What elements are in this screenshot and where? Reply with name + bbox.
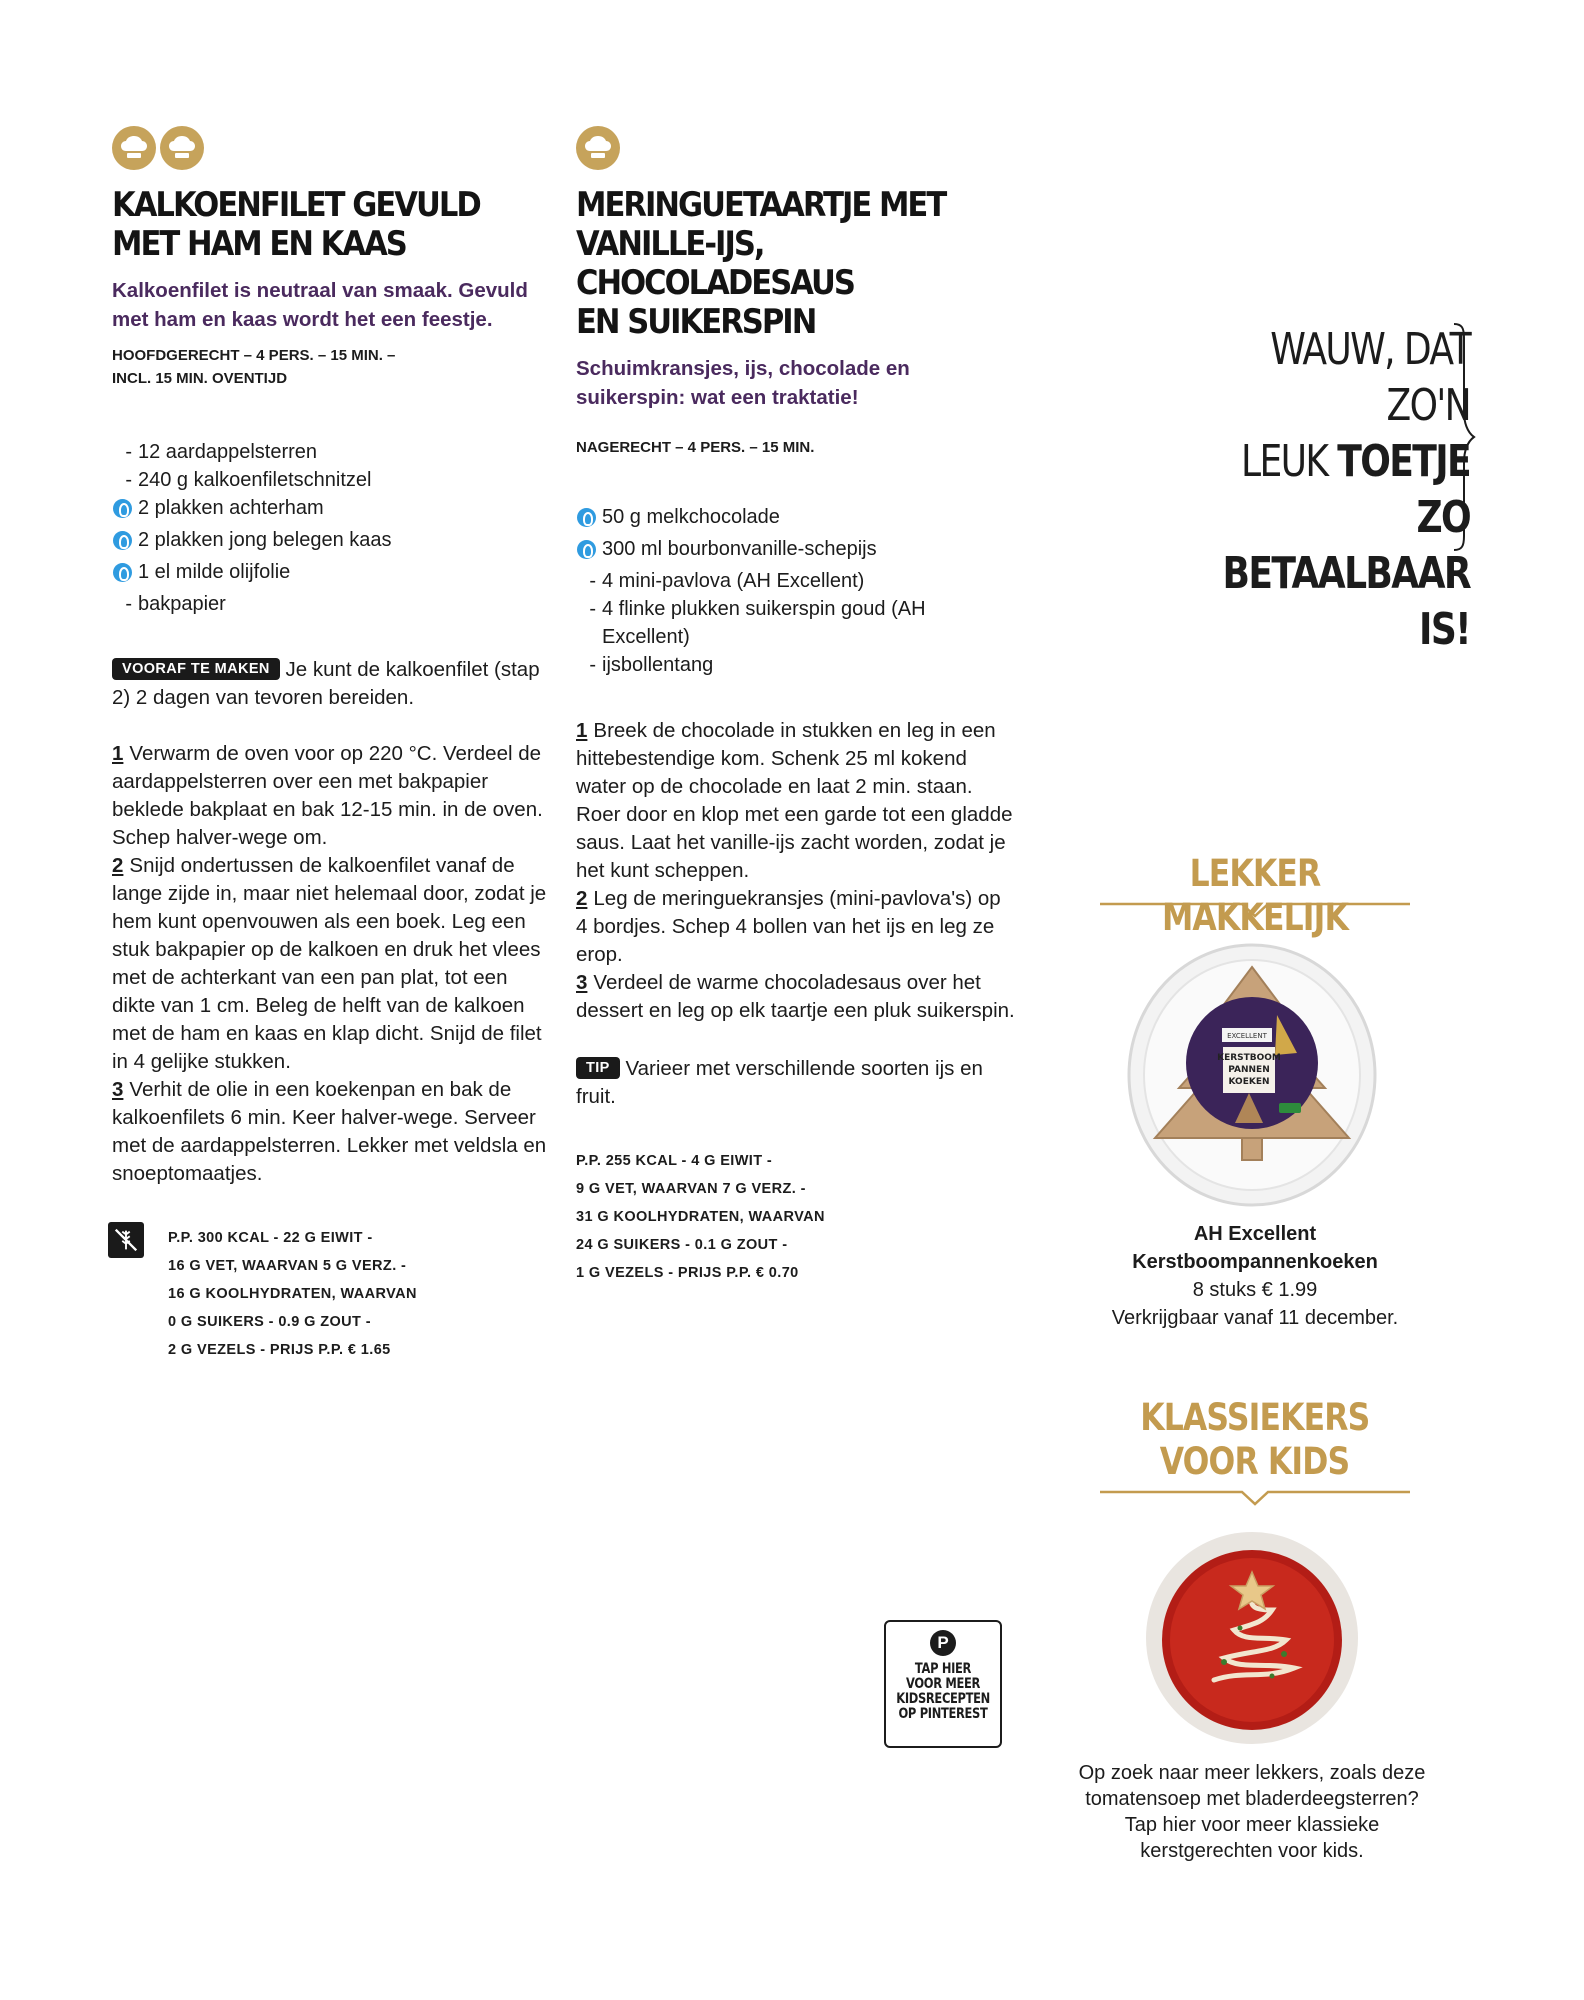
- kids-text-line: kerstgerechten voor kids.: [1140, 1840, 1364, 1862]
- recipe-meta-line: HOOFDGERECHT – 4 PERS. – 15 MIN. –: [112, 347, 396, 364]
- step-number: 3: [576, 971, 588, 994]
- ingredient-text: 2 plakken achterham: [138, 497, 324, 519]
- ingredient-item: [112, 438, 552, 466]
- ingredient-marker: [112, 526, 138, 558]
- recipe-title-line: EN SUIKERSPIN: [576, 302, 816, 342]
- recipe-title-line: KALKOENFILET GEVULD: [112, 185, 480, 225]
- kids-text-line: tomatensoep met bladerdeegsterren?: [1085, 1788, 1419, 1810]
- recipe-meta: [576, 436, 1016, 459]
- pinterest-label-line: VOOR MEER: [905, 1676, 981, 1692]
- step-number: 1: [576, 719, 588, 742]
- nutrition-facts: [168, 1224, 417, 1364]
- heading-text: KLASSIEKERS: [1140, 1396, 1370, 1439]
- pinterest-label: [896, 1662, 989, 1722]
- kids-recipes-link[interactable]: [1052, 1760, 1452, 1864]
- step-number: 3: [112, 1078, 124, 1101]
- step-text: Verdeel de warme chocoladesaus over het dessert en leg op elk taartje een pluk suikerspin.: [576, 971, 1015, 1022]
- ingredient-item: [112, 558, 552, 590]
- product-price: 8 stuks € 1.99: [1192, 1279, 1318, 1301]
- recipe-steps: [112, 740, 552, 1188]
- step-number: 2: [576, 887, 588, 910]
- nutrition-block: [112, 1224, 552, 1364]
- kerstboompannenkoeken-product-image: [1127, 943, 1377, 1208]
- tomato-soup-image[interactable]: [1144, 1530, 1360, 1746]
- nutrition-line: 9 G VET, WAARVAN 7 G VERZ. -: [576, 1181, 806, 1197]
- ingredient-item: [576, 595, 1016, 651]
- ingredient-marker: [112, 494, 138, 526]
- ingredient-item: [576, 503, 1016, 535]
- tip-text: Varieer met verschillende soorten ijs en fruit.: [576, 1057, 983, 1108]
- ingredient-item: [576, 651, 1016, 679]
- lekker-makkelijk-heading: [1100, 852, 1410, 940]
- prep-ahead-note: [112, 656, 552, 712]
- ah-product-icon: [577, 508, 596, 527]
- package-label: PANNEN: [1228, 1065, 1270, 1075]
- recipe-step: [576, 969, 1016, 1025]
- recipe-title: [112, 186, 544, 264]
- ingredient-text: 1 el milde olijfolie: [138, 561, 291, 583]
- ingredient-dash: -: [125, 441, 132, 463]
- nutrition-block: [576, 1147, 1016, 1287]
- heading-text: VOOR KIDS: [1160, 1440, 1350, 1483]
- nutrition-line: 16 G KOOLHYDRATEN, WAARVAN: [168, 1286, 417, 1302]
- package-label: KERSTBOOM: [1217, 1053, 1281, 1063]
- recipe-meta-line: INCL. 15 MIN. OVENTIJD: [112, 370, 288, 387]
- ingredient-item: [112, 494, 552, 526]
- ingredient-text: ijsbollentang: [602, 654, 714, 676]
- gold-divider: [1100, 1490, 1410, 1506]
- prep-ahead-text: Je kunt de kalkoenfilet (stap 2) 2 dagen van tevoren bereiden.: [112, 658, 540, 709]
- nutrition-line: 16 G VET, WAARVAN 5 G VERZ. -: [168, 1258, 407, 1274]
- ah-product-icon: [113, 563, 132, 582]
- step-text: Verhit de olie in een koekenpan en bak de kalkoenfilets 6 min. Keer halver-wege. Serveer met de aardappelsterren. Lekker met veldsla en snoeptomaatjes.: [112, 1078, 547, 1185]
- ingredient-dash: -: [589, 570, 596, 592]
- callout-bold: BETAALBAAR IS!: [1222, 548, 1470, 655]
- difficulty-indicator: [576, 126, 1016, 174]
- ingredient-list: [112, 438, 552, 618]
- nutrition-line: 0 G SUIKERS - 0.9 G ZOUT -: [168, 1314, 371, 1330]
- chef-hat-icon: [576, 126, 620, 170]
- ingredient-marker: [112, 558, 138, 590]
- recipe-title-line: MET HAM EN KAAS: [112, 224, 406, 264]
- step-text: Leg de meringuekransjes (mini-pavlova's) op 4 bordjes. Schep 4 bollen van het ijs en leg ze erop.: [576, 887, 1001, 966]
- product-name: AH Excellent: [1193, 1223, 1317, 1245]
- ingredient-list: [576, 503, 1016, 679]
- callout-quote: [1140, 322, 1470, 658]
- ingredient-dash: -: [589, 654, 596, 676]
- nutrition-line: 31 G KOOLHYDRATEN, WAARVAN: [576, 1209, 825, 1225]
- pinterest-icon: P: [930, 1630, 956, 1656]
- gluten-free-icon: [108, 1222, 144, 1258]
- nutrition-line: 24 G SUIKERS - 0.1 G ZOUT -: [576, 1237, 788, 1253]
- ingredient-item: [112, 526, 552, 558]
- product-name: Kerstboompannenkoeken: [1132, 1251, 1378, 1273]
- ingredient-text: 240 g kalkoenfiletschnitzel: [138, 469, 372, 491]
- gold-divider: [1100, 902, 1410, 918]
- nutrition-line: 1 G VEZELS - PRIJS P.P. € 0.70: [576, 1265, 799, 1281]
- ingredient-dash: -: [125, 469, 132, 491]
- recipe-title-line: MERINGUETAARTJE MET: [576, 185, 946, 225]
- recipe-meta: [112, 344, 552, 390]
- chef-hat-icon: [112, 126, 156, 170]
- ingredient-dash: -: [125, 593, 132, 615]
- ingredient-text: 2 plakken jong belegen kaas: [138, 529, 392, 551]
- ingredient-dash: -: [589, 598, 596, 620]
- ingredient-text: 4 flinke plukken suikerspin goud (AH Excellent): [602, 598, 926, 648]
- tip-tag: TIP: [576, 1057, 620, 1079]
- recipe-steps: [576, 717, 1016, 1025]
- nutrition-facts: [576, 1147, 825, 1287]
- pinterest-button[interactable]: [884, 1620, 1002, 1748]
- recipe-step: [112, 852, 552, 1076]
- heading-text: LEKKER MAKKELIJK: [1161, 852, 1349, 939]
- recipe-title: [576, 186, 1008, 342]
- step-text: Breek de chocolade in stukken en leg in een hittebestendige kom. Schenk 25 ml kokend water op de chocolade en laat 2 min. staan. Roer door en klop met een garde tot een gladde saus. Laat het vanille-ijs zacht worden, zodat je het kunt scheppen.: [576, 719, 1013, 882]
- kids-text-line: Op zoek naar meer lekkers, zoals deze: [1078, 1762, 1426, 1784]
- recipe-step: [112, 740, 552, 852]
- step-number: 1: [112, 742, 124, 765]
- ah-product-icon: [577, 540, 596, 559]
- ingredient-text: 4 mini-pavlova (AH Excellent): [602, 570, 865, 592]
- callout-light: LEUK: [1240, 436, 1338, 487]
- ah-product-icon: [113, 531, 132, 550]
- recipe-meringuetaartje: [576, 126, 1016, 1287]
- step-number: 2: [112, 854, 124, 877]
- pinterest-label-line: OP PINTEREST: [898, 1706, 988, 1722]
- brace-divider: [1452, 322, 1476, 552]
- tip-note: [576, 1055, 1016, 1111]
- recipe-step: [576, 717, 1016, 885]
- product-info: [1090, 1220, 1420, 1332]
- recipe-meta-line: NAGERECHT – 4 PERS. – 15 MIN.: [576, 439, 815, 456]
- ingredient-item: [112, 590, 552, 618]
- kids-text-line: Tap hier voor meer klassieke: [1124, 1814, 1380, 1836]
- recipe-step: [576, 885, 1016, 969]
- nutrition-line: P.P. 300 KCAL - 22 G EIWIT -: [168, 1230, 373, 1246]
- step-text: Verwarm de oven voor op 220 °C. Verdeel de aardappelsterren over een met bakpapier beklede bakplaat en bak 12-15 min. in de oven. Schep halver-wege om.: [112, 742, 543, 849]
- recipe-kalkoenfilet: [112, 126, 552, 1364]
- nutrition-line: P.P. 255 KCAL - 4 G EIWIT -: [576, 1153, 773, 1169]
- product-availability: Verkrijgbaar vanaf 11 december.: [1111, 1307, 1399, 1329]
- chef-hat-icon: [160, 126, 204, 170]
- ingredient-marker: [576, 535, 602, 567]
- ingredient-text: bakpapier: [138, 593, 226, 615]
- callout-line: [1199, 434, 1470, 546]
- difficulty-indicator: [112, 126, 552, 174]
- step-text: Snijd ondertussen de kalkoenfilet vanaf de lange zijde in, maar niet helemaal door, zodat je hem kunt openvouwen als een boek. Leg een stuk bakpapier op de kalkoen en druk het vlees met de achterkant van een pan plat, tot een dikte van 1 cm. Beleg de helft van de kalkoen met de ham en kaas en klap dicht. Snijd de filet in 4 gelijke stukken.: [112, 854, 547, 1073]
- recipe-title-line: VANILLE-IJS, CHOCOLADESAUS: [576, 224, 854, 303]
- package-brand: EXCELLENT: [1227, 1032, 1267, 1040]
- callout-line: WAUW, DAT ZO'N: [1270, 324, 1470, 431]
- recipe-intro: Schuimkransjes, ijs, chocolade en suikerspin: wat een traktatie!: [576, 357, 910, 409]
- ingredient-marker: [576, 503, 602, 535]
- callout-line: [1199, 546, 1470, 658]
- recipe-intro: Kalkoenfilet is neutraal van smaak. Gevuld met ham en kaas wordt het een feestje.: [112, 279, 528, 331]
- pinterest-label-line: TAP HIER: [914, 1661, 972, 1677]
- ingredient-text: 50 g melkchocolade: [602, 506, 780, 528]
- ingredient-text: 300 ml bourbonvanille-schepijs: [602, 538, 877, 560]
- ah-product-icon: [113, 499, 132, 518]
- callout-bold: TOETJE ZO: [1337, 436, 1470, 543]
- ingredient-item: [112, 466, 552, 494]
- ingredient-text: 12 aardappelsterren: [138, 441, 318, 463]
- prep-ahead-tag: VOORAF TE MAKEN: [112, 658, 280, 680]
- klassiekers-heading: [1100, 1396, 1410, 1484]
- recipe-step: [112, 1076, 552, 1188]
- ingredient-item: [576, 535, 1016, 567]
- nutrition-line: 2 G VEZELS - PRIJS P.P. € 1.65: [168, 1342, 391, 1358]
- package-label: KOEKEN: [1228, 1077, 1270, 1087]
- ingredient-item: [576, 567, 1016, 595]
- pinterest-label-line: KIDSRECEPTEN: [896, 1691, 990, 1707]
